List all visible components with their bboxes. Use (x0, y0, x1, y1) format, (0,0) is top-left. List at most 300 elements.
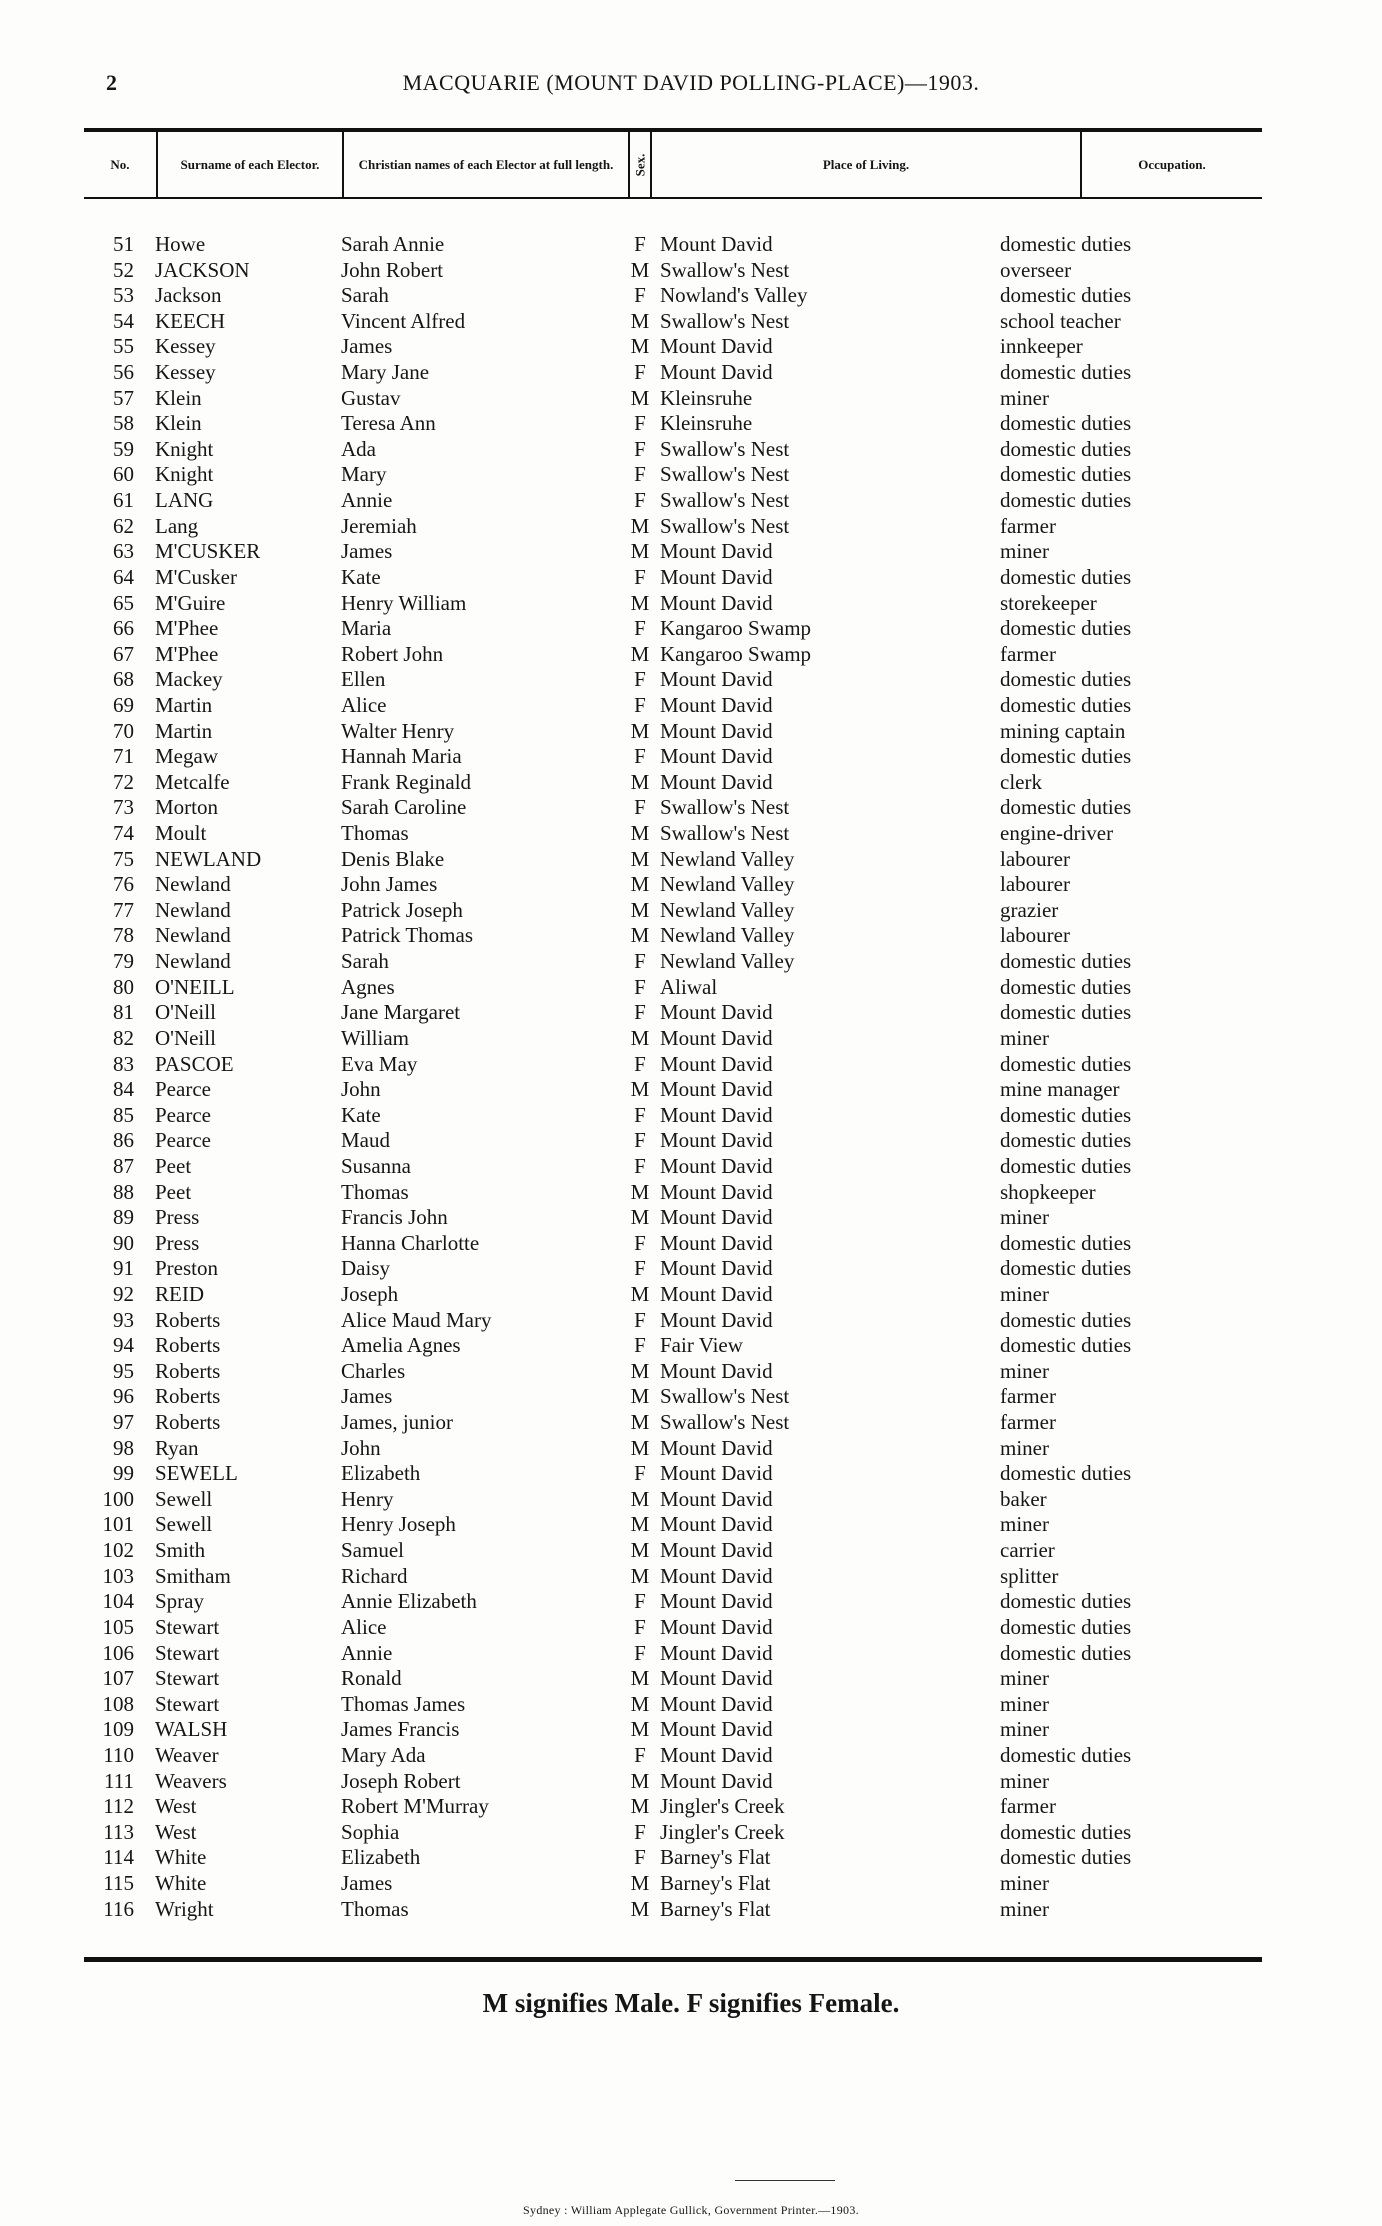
elector-number: 83 (113, 1051, 134, 1076)
elector-place: Barney's Flat (660, 1871, 771, 1895)
elector-number: 61 (113, 488, 134, 513)
table-row (0, 923, 1382, 949)
elector-sex: F (634, 564, 646, 589)
header-no: No. (110, 156, 130, 172)
elector-place: Mount David (660, 1102, 773, 1127)
elector-number: 93 (113, 1307, 134, 1332)
elector-sex: M (630, 257, 650, 282)
elector-christian-names: Maud (341, 1128, 390, 1153)
elector-occupation: domestic duties (1000, 949, 1132, 974)
elector-number: 66 (113, 616, 134, 641)
table-row (0, 1308, 1382, 1334)
elector-sex: M (630, 897, 650, 922)
elector-surname: PASCOE (155, 1051, 234, 1076)
elector-sex: F (634, 1845, 646, 1870)
elector-surname: Pearce (155, 1102, 211, 1127)
table-row (0, 283, 1382, 309)
elector-surname: M'Guire (155, 590, 226, 615)
elector-christian-names: Thomas (341, 1896, 409, 1921)
elector-occupation: domestic duties (1000, 462, 1132, 487)
table-row (0, 437, 1382, 463)
elector-surname: West (155, 1819, 197, 1844)
table-row (0, 1359, 1382, 1385)
elector-number: 58 (113, 411, 134, 436)
elector-number: 86 (113, 1128, 134, 1153)
elector-place: Swallow's Nest (660, 436, 790, 461)
elector-surname: Kessey (155, 334, 216, 359)
elector-surname: LANG (155, 488, 214, 513)
elector-sex: F (634, 949, 646, 974)
table-row (0, 1512, 1382, 1538)
elector-christian-names: James, junior (341, 1410, 453, 1435)
elector-christian-names: James (341, 334, 393, 359)
elector-place: Nowland's Valley (660, 283, 808, 308)
elector-occupation: domestic duties (1000, 232, 1132, 256)
table-row (0, 1487, 1382, 1513)
elector-surname: Pearce (155, 1128, 211, 1153)
elector-surname: Weavers (155, 1768, 227, 1793)
elector-occupation: domestic duties (1000, 692, 1132, 717)
elector-christian-names: Henry William (341, 590, 467, 615)
elector-occupation: domestic duties (1000, 1153, 1132, 1178)
elector-number: 74 (113, 821, 134, 846)
elector-occupation: labourer (1000, 872, 1070, 897)
elector-sex: M (630, 334, 650, 359)
elector-place: Mount David (660, 1666, 773, 1691)
table-header (84, 132, 1262, 197)
table-row (0, 1461, 1382, 1487)
elector-sex: F (634, 1000, 646, 1025)
elector-sex: F (634, 1307, 646, 1332)
elector-number: 75 (113, 846, 134, 871)
elector-christian-names: Robert M'Murray (341, 1794, 489, 1819)
elector-occupation: splitter (1000, 1563, 1059, 1588)
table-row (0, 693, 1382, 719)
elector-christian-names: Thomas (341, 1179, 409, 1204)
elector-number: 110 (103, 1742, 134, 1767)
elector-place: Mount David (660, 1691, 773, 1716)
elector-number: 73 (113, 795, 134, 820)
elector-place: Jingler's Creek (660, 1819, 785, 1844)
elector-occupation: domestic duties (1000, 1845, 1132, 1870)
elector-christian-names: Annie (341, 1640, 393, 1665)
elector-place: Mount David (660, 769, 773, 794)
elector-surname: Martin (155, 718, 213, 743)
elector-occupation: farmer (1000, 1384, 1056, 1409)
elector-christian-names: James (341, 1871, 393, 1895)
table-row (0, 565, 1382, 591)
elector-christian-names: Patrick Joseph (341, 897, 463, 922)
elector-place: Barney's Flat (660, 1845, 771, 1870)
elector-number: 114 (103, 1845, 134, 1870)
elector-place: Mount David (660, 539, 773, 564)
elector-place: Mount David (660, 1256, 773, 1281)
elector-sex: F (634, 1128, 646, 1153)
elector-number: 87 (113, 1153, 134, 1178)
header-occupation: Occupation. (1080, 132, 1262, 197)
elector-sex: M (630, 1717, 650, 1742)
elector-occupation: miner (1000, 1025, 1049, 1050)
elector-number: 65 (113, 590, 134, 615)
elector-number: 80 (113, 974, 134, 999)
elector-sex: M (630, 1077, 650, 1102)
table-row (0, 386, 1382, 412)
table-row (0, 975, 1382, 1001)
header-sex-label: Sex. (632, 153, 647, 176)
elector-number: 53 (113, 283, 134, 308)
elector-occupation: miner (1000, 1512, 1049, 1537)
elector-occupation: farmer (1000, 513, 1056, 538)
elector-occupation: domestic duties (1000, 564, 1132, 589)
elector-surname: M'CUSKER (155, 539, 261, 564)
elector-surname: Sewell (155, 1486, 213, 1511)
elector-number: 91 (113, 1256, 134, 1281)
elector-occupation: farmer (1000, 1410, 1056, 1435)
elector-christian-names: Francis John (341, 1205, 448, 1230)
elector-occupation: grazier (1000, 897, 1059, 922)
elector-number: 64 (113, 564, 134, 589)
elector-christian-names: Gustav (341, 385, 401, 410)
elector-place: Mount David (660, 1358, 773, 1383)
table-row (0, 1641, 1382, 1667)
table-row (0, 334, 1382, 360)
elector-place: Mount David (660, 1205, 773, 1230)
elector-sex: F (634, 616, 646, 641)
elector-place: Mount David (660, 1614, 773, 1639)
elector-occupation: domestic duties (1000, 974, 1132, 999)
table-row (0, 1897, 1382, 1923)
elector-surname: Wright (155, 1896, 214, 1921)
table-row (0, 667, 1382, 693)
header-place-of-living: Place of Living. (650, 132, 1080, 197)
elector-christian-names: Ronald (341, 1666, 402, 1691)
table-row (0, 1282, 1382, 1308)
elector-number: 51 (113, 232, 134, 256)
elector-occupation: mining captain (1000, 718, 1126, 743)
elector-surname: Press (155, 1230, 200, 1255)
elector-number: 95 (113, 1358, 134, 1383)
elector-surname: Smitham (155, 1563, 231, 1588)
elector-number: 78 (113, 923, 134, 948)
elector-occupation: domestic duties (1000, 436, 1132, 461)
elector-number: 88 (113, 1179, 134, 1204)
table-row (0, 821, 1382, 847)
elector-number: 94 (113, 1333, 134, 1358)
elector-occupation: miner (1000, 1666, 1049, 1691)
elector-occupation: miner (1000, 1691, 1049, 1716)
elector-christian-names: Mary (341, 462, 387, 487)
elector-sex: M (630, 385, 650, 410)
table-row (0, 1717, 1382, 1743)
elector-christian-names: Denis Blake (341, 846, 445, 871)
elector-christian-names: Robert John (341, 641, 444, 666)
elector-occupation: farmer (1000, 1794, 1056, 1819)
table-row (0, 872, 1382, 898)
elector-christian-names: Elizabeth (341, 1845, 421, 1870)
elector-surname: Preston (155, 1256, 218, 1281)
elector-sex: F (634, 1742, 646, 1767)
elector-surname: Roberts (155, 1333, 221, 1358)
elector-christian-names: William (341, 1025, 409, 1050)
elector-place: Kangaroo Swamp (660, 616, 812, 641)
table-row (0, 1692, 1382, 1718)
table-row (0, 539, 1382, 565)
elector-sex: M (630, 769, 650, 794)
table-row (0, 1256, 1382, 1282)
elector-surname: Jackson (155, 283, 222, 308)
table-row (0, 1333, 1382, 1359)
elector-sex: F (634, 692, 646, 717)
elector-surname: West (155, 1794, 197, 1819)
table-row (0, 1205, 1382, 1231)
elector-place: Mount David (660, 1768, 773, 1793)
elector-place: Swallow's Nest (660, 488, 790, 513)
elector-place: Swallow's Nest (660, 257, 790, 282)
elector-surname: Newland (155, 923, 231, 948)
elector-number: 67 (113, 641, 134, 666)
printer-imprint: Sydney : William Applegate Gullick, Government Printer.—1903. (523, 2203, 859, 2217)
elector-sex: M (630, 923, 650, 948)
elector-place: Mount David (660, 1179, 773, 1204)
elector-surname: Metcalfe (155, 769, 230, 794)
table-row (0, 1000, 1382, 1026)
elector-sex: F (634, 974, 646, 999)
elector-surname: Ryan (155, 1435, 199, 1460)
elector-sex: F (634, 1230, 646, 1255)
elector-sex: F (634, 744, 646, 769)
table-row (0, 360, 1382, 386)
elector-place: Swallow's Nest (660, 821, 790, 846)
elector-number: 81 (113, 1000, 134, 1025)
elector-surname: Kessey (155, 360, 216, 385)
elector-place: Barney's Flat (660, 1896, 771, 1921)
elector-christian-names: John Robert (341, 257, 444, 282)
elector-occupation: domestic duties (1000, 1000, 1132, 1025)
elector-number: 63 (113, 539, 134, 564)
elector-list (0, 232, 1382, 1922)
elector-surname: M'Phee (155, 616, 219, 641)
elector-sex: M (630, 1486, 650, 1511)
elector-sex: M (630, 539, 650, 564)
elector-occupation: miner (1000, 1871, 1049, 1895)
elector-place: Kangaroo Swamp (660, 641, 812, 666)
elector-occupation: innkeeper (1000, 334, 1083, 359)
elector-christian-names: James (341, 1384, 393, 1409)
table-row (0, 642, 1382, 668)
table-row (0, 514, 1382, 540)
elector-christian-names: Hannah Maria (341, 744, 462, 769)
elector-sex: F (634, 411, 646, 436)
elector-surname: Press (155, 1205, 200, 1230)
elector-place: Mount David (660, 590, 773, 615)
table-row (0, 1077, 1382, 1103)
elector-christian-names: Mary Ada (341, 1742, 426, 1767)
elector-sex: M (630, 1871, 650, 1895)
elector-place: Mount David (660, 232, 773, 256)
elector-surname: Roberts (155, 1384, 221, 1409)
elector-occupation: domestic duties (1000, 1819, 1132, 1844)
table-row (0, 1871, 1382, 1897)
elector-surname: Newland (155, 897, 231, 922)
elector-sex: M (630, 1358, 650, 1383)
table-row (0, 1231, 1382, 1257)
elector-occupation: labourer (1000, 923, 1070, 948)
elector-place: Swallow's Nest (660, 1384, 790, 1409)
elector-number: 70 (113, 718, 134, 743)
elector-occupation: domestic duties (1000, 1102, 1132, 1127)
table-row (0, 1384, 1382, 1410)
elector-christian-names: James (341, 539, 393, 564)
elector-place: Mount David (660, 1435, 773, 1460)
elector-surname: Peet (155, 1179, 192, 1204)
elector-place: Mount David (660, 1538, 773, 1563)
elector-number: 92 (113, 1281, 134, 1306)
elector-number: 111 (104, 1768, 134, 1793)
elector-christian-names: Samuel (341, 1538, 404, 1563)
elector-sex: F (634, 1614, 646, 1639)
table-row (0, 1820, 1382, 1846)
elector-surname: Newland (155, 872, 231, 897)
elector-occupation: domestic duties (1000, 795, 1132, 820)
elector-occupation: baker (1000, 1486, 1047, 1511)
elector-sex: F (634, 1461, 646, 1486)
elector-place: Mount David (660, 1563, 773, 1588)
elector-number: 85 (113, 1102, 134, 1127)
elector-number: 72 (113, 769, 134, 794)
elector-place: Mount David (660, 1025, 773, 1050)
elector-christian-names: John (341, 1077, 381, 1102)
elector-place: Swallow's Nest (660, 462, 790, 487)
elector-sex: M (630, 1025, 650, 1050)
elector-occupation: domestic duties (1000, 1614, 1132, 1639)
elector-place: Aliwal (660, 974, 718, 999)
elector-sex: M (630, 308, 650, 333)
elector-occupation: shopkeeper (1000, 1179, 1096, 1204)
elector-sex: F (634, 1640, 646, 1665)
elector-sex: M (630, 846, 650, 871)
table-row (0, 719, 1382, 745)
elector-surname: O'Neill (155, 1000, 216, 1025)
elector-place: Fair View (660, 1333, 743, 1358)
elector-sex: F (634, 232, 646, 256)
elector-number: 82 (113, 1025, 134, 1050)
elector-occupation: domestic duties (1000, 1230, 1132, 1255)
table-row (0, 744, 1382, 770)
elector-number: 68 (113, 667, 134, 692)
elector-place: Newland Valley (660, 872, 795, 897)
elector-occupation: domestic duties (1000, 488, 1132, 513)
elector-christian-names: Walter Henry (341, 718, 455, 743)
elector-sex: M (630, 1666, 650, 1691)
elector-sex: M (630, 718, 650, 743)
elector-number: 115 (103, 1871, 134, 1895)
elector-christian-names: Sarah (341, 283, 389, 308)
elector-surname: JACKSON (155, 257, 250, 282)
elector-place: Mount David (660, 1717, 773, 1742)
elector-christian-names: Thomas James (341, 1691, 466, 1716)
elector-christian-names: Mary Jane (341, 360, 430, 385)
elector-christian-names: Henry Joseph (341, 1512, 456, 1537)
elector-christian-names: Jane Margaret (341, 1000, 461, 1025)
header-bottom-rule (84, 197, 1262, 199)
elector-place: Mount David (660, 1281, 773, 1306)
elector-christian-names: Alice Maud Mary (341, 1307, 492, 1332)
elector-sex: M (630, 1691, 650, 1716)
elector-sex: M (630, 590, 650, 615)
elector-surname: Stewart (155, 1666, 220, 1691)
table-row (0, 1052, 1382, 1078)
elector-surname: SEWELL (155, 1461, 238, 1486)
elector-christian-names: Elizabeth (341, 1461, 421, 1486)
elector-christian-names: Teresa Ann (341, 411, 436, 436)
elector-occupation: domestic duties (1000, 411, 1132, 436)
elector-sex: M (630, 1205, 650, 1230)
elector-christian-names: Daisy (341, 1256, 390, 1281)
table-row (0, 770, 1382, 796)
elector-christian-names: James Francis (341, 1717, 460, 1742)
elector-occupation: miner (1000, 539, 1049, 564)
elector-surname: KEECH (155, 308, 225, 333)
elector-sex: F (634, 1333, 646, 1358)
elector-occupation: labourer (1000, 846, 1070, 871)
table-row (0, 949, 1382, 975)
table-row (0, 1845, 1382, 1871)
elector-occupation: domestic duties (1000, 667, 1132, 692)
elector-surname: Roberts (155, 1307, 221, 1332)
elector-place: Newland Valley (660, 923, 795, 948)
elector-place: Mount David (660, 744, 773, 769)
elector-christian-names: Ada (341, 436, 376, 461)
elector-christian-names: Richard (341, 1563, 408, 1588)
elector-occupation: engine-driver (1000, 821, 1114, 846)
elector-surname: Morton (155, 795, 218, 820)
elector-sex: M (630, 1538, 650, 1563)
elector-number: 112 (103, 1794, 134, 1819)
elector-sex: M (630, 1281, 650, 1306)
elector-number: 101 (102, 1512, 134, 1537)
elector-occupation: miner (1000, 1896, 1049, 1921)
elector-christian-names: Alice (341, 1614, 387, 1639)
elector-occupation: miner (1000, 1281, 1049, 1306)
elector-occupation: mine manager (1000, 1077, 1120, 1102)
header-sex (628, 132, 650, 197)
elector-surname: Roberts (155, 1410, 221, 1435)
elector-sex: F (634, 795, 646, 820)
elector-surname: Newland (155, 949, 231, 974)
elector-occupation: school teacher (1000, 308, 1121, 333)
elector-place: Mount David (660, 1742, 773, 1767)
elector-surname: Roberts (155, 1358, 221, 1383)
elector-surname: Stewart (155, 1640, 220, 1665)
elector-number: 59 (113, 436, 134, 461)
elector-christian-names: John (341, 1435, 381, 1460)
elector-occupation: domestic duties (1000, 1640, 1132, 1665)
elector-surname: O'NEILL (155, 974, 235, 999)
elector-christian-names: Ellen (341, 667, 386, 692)
elector-number: 56 (113, 360, 134, 385)
elector-surname: Peet (155, 1153, 192, 1178)
elector-place: Mount David (660, 1128, 773, 1153)
elector-sex: F (634, 462, 646, 487)
table-row (0, 591, 1382, 617)
table-row (0, 258, 1382, 284)
elector-occupation: miner (1000, 1717, 1049, 1742)
elector-place: Mount David (660, 1077, 773, 1102)
elector-occupation: miner (1000, 1768, 1049, 1793)
elector-number: 89 (113, 1205, 134, 1230)
elector-place: Newland Valley (660, 949, 795, 974)
elector-number: 90 (113, 1230, 134, 1255)
